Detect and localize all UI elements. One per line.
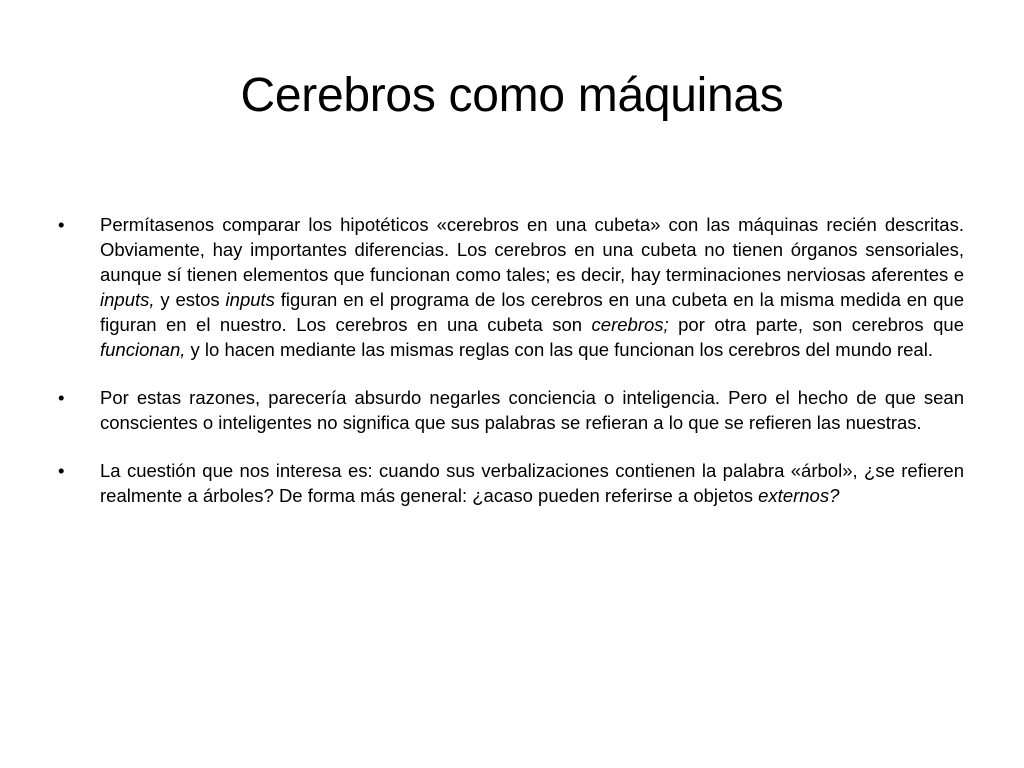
slide-title: Cerebros como máquinas <box>240 69 784 122</box>
bullet-marker: • <box>58 460 65 481</box>
bullet-item-3 <box>56 458 964 508</box>
bullet-text: Permítasenos comparar los hipotéticos «cerebros en una cubeta» con las máquinas recién descritas. Obviamente, hay importantes diferencias. Los cerebros en una cubeta no tienen órganos sensoriales, aunque sí tienen elementos que funcionan como tales; es decir, hay terminaciones nerviosas aferentes e inputs, y estos inputs figuran en el programa de los cerebros en una cubeta en la misma medida en que figuran en el nuestro. Los cerebros en una cubeta son cerebros; por otra parte, son cerebros que funcionan, y lo hacen mediante las mismas reglas con las que funcionan los cerebros del mundo real. <box>100 214 965 360</box>
bullet-text: La cuestión que nos interesa es: cuando sus verbalizaciones contienen la palabra «árbol», ¿se refieren realmente a árboles? De forma más general: ¿acaso pueden referirse a objetos externos? <box>100 460 964 506</box>
bullet-list <box>56 212 964 508</box>
bullet-marker: • <box>58 214 65 235</box>
bullet-item-2 <box>56 385 964 435</box>
bullet-marker: • <box>58 387 65 408</box>
bullet-item-1 <box>56 212 964 362</box>
bullet-text: Por estas razones, parecería absurdo negarles conciencia o inteligencia. Pero el hecho de que sean conscientes o inteligentes no significa que sus palabras se refieran a lo que se refieren las nuestras. <box>100 387 964 433</box>
